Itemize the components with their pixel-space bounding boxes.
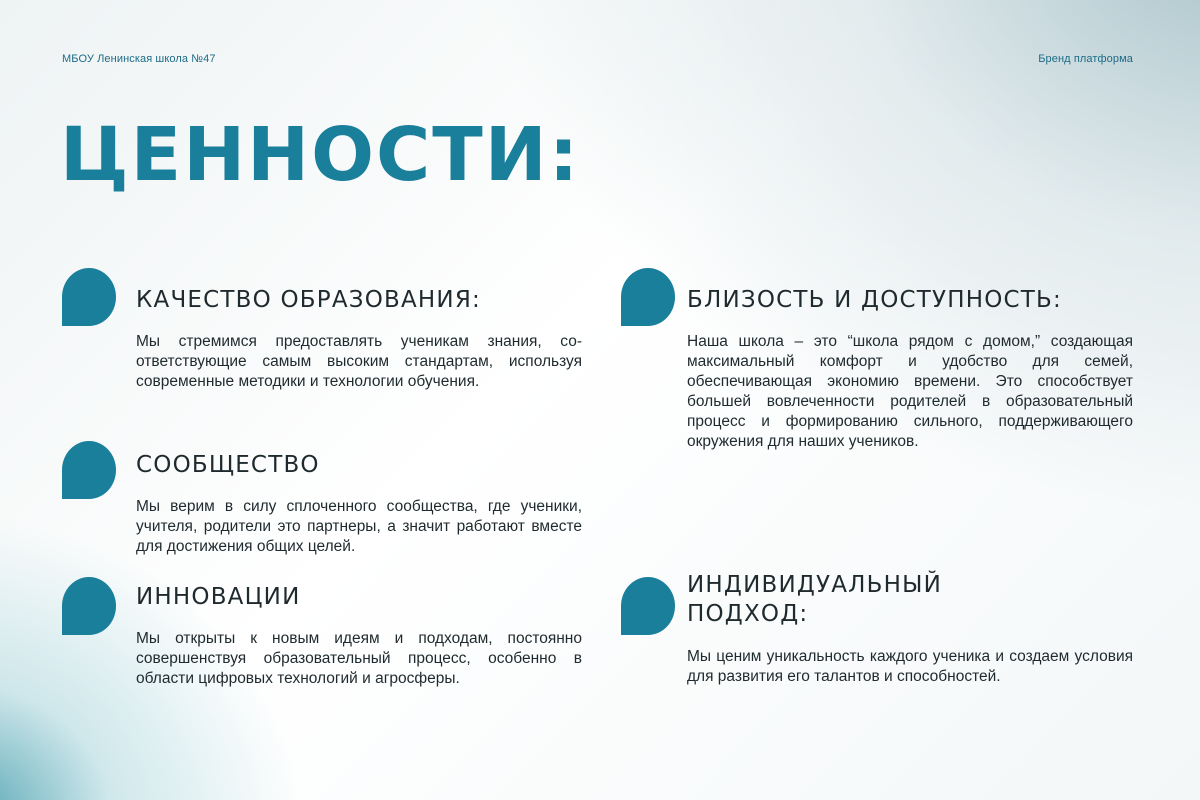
header-bar xyxy=(62,53,1133,65)
drop-bullet-icon xyxy=(621,268,675,326)
value-title-line: ПОДХОД: xyxy=(687,600,809,627)
value-title-line: ИНДИВИДУАЛЬНЫЙ xyxy=(687,572,943,598)
value-title xyxy=(687,571,942,629)
value-text: Наша школа – это “школа рядом с домом,” создающая максимальный комфорт и удобство для семей, обеспечивающая экономию времени. Это способствует большей вовлеченности родителей в образовательный процесс и формированию сильного, поддерживающего окружения для наших учеников. xyxy=(687,333,1133,450)
section-name: Бренд платформа xyxy=(1038,53,1133,65)
value-title: СООБЩЕСТВО xyxy=(136,452,320,478)
drop-bullet-icon xyxy=(62,268,116,326)
value-text: Мы верим в силу сплоченного сообщества, где ученики, учителя, родители это партнеры, а значит работают вместе для достижения общих целей. xyxy=(136,498,582,555)
value-title: КАЧЕСТВО ОБРАЗОВАНИЯ: xyxy=(136,287,481,313)
drop-bullet-icon xyxy=(621,577,675,635)
value-title: БЛИЗОСТЬ И ДОСТУПНОСТЬ: xyxy=(687,287,1062,313)
drop-bullet-icon xyxy=(62,577,116,635)
page-title: ЦЕННОСТИ: xyxy=(60,112,581,198)
value-text: Мы стремимся предоставлять ученикам знания, соответствующие самым высоким стандартам, используя современные методики и технологии обучения. xyxy=(136,333,582,390)
value-card-innovation xyxy=(62,577,592,697)
value-title: ИННОВАЦИИ xyxy=(136,584,301,610)
value-card-community xyxy=(62,441,592,561)
value-card-individual xyxy=(621,572,1141,717)
value-card-proximity xyxy=(621,268,1141,478)
value-card-quality xyxy=(62,268,592,418)
value-text: Мы открыты к новым идеям и подходам, постоянно совершенствуя образовательный процесс, особенно в области цифровых технологий и агросферы. xyxy=(136,630,582,687)
drop-bullet-icon xyxy=(62,441,116,499)
school-name: МБОУ Ленинская школа №47 xyxy=(62,53,216,65)
value-text: Мы ценим уникальность каждого ученика и создаем условия для развития его талантов и способностей. xyxy=(687,648,1133,685)
